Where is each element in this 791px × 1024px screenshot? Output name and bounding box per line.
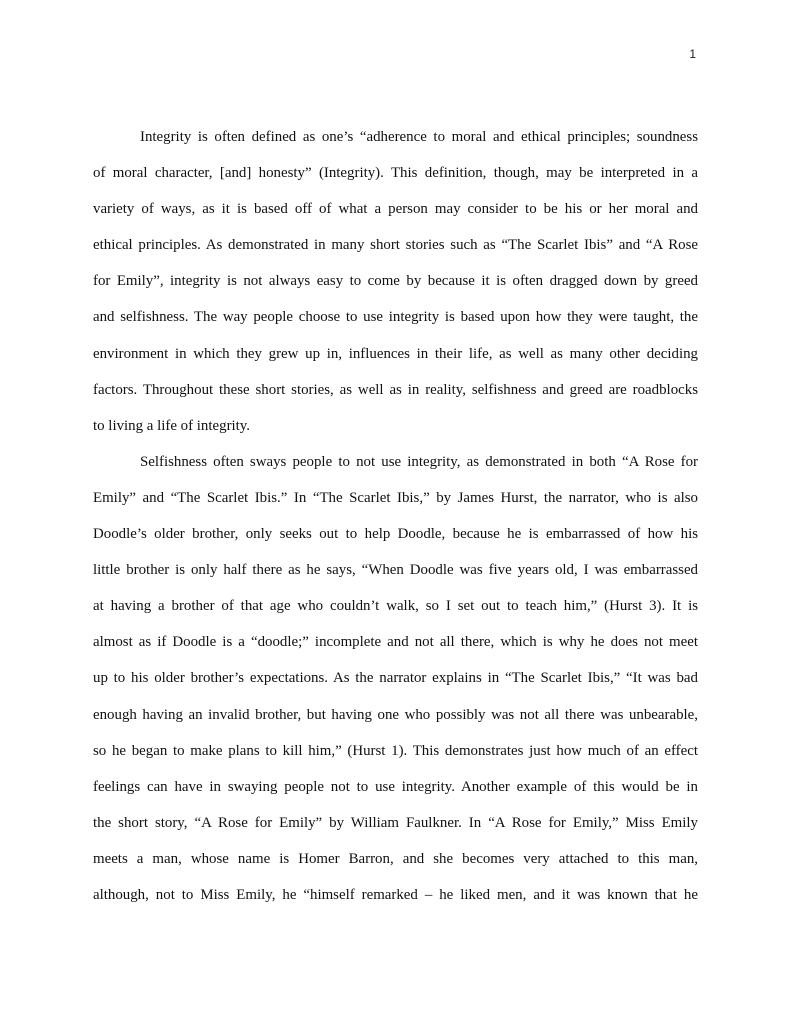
text-line: for Emily”, integrity is not always easy to come by because it is often dragged down by greed — [93, 273, 698, 290]
text-line: meets a man, whose name is Homer Barron, and she becomes very attached to this man, — [93, 850, 698, 867]
text-line: at having a brother of that age who couldn’t walk, so I set out to teach him,” (Hurst 3). It is — [93, 598, 698, 615]
paragraph-2 — [93, 444, 698, 913]
text-line: almost as if Doodle is a “doodle;” incomplete and not all there, which is why he does not meet — [93, 634, 698, 651]
text-line: Integrity is often defined as one’s “adherence to moral and ethical principles; soundness — [140, 129, 698, 145]
text-line: little brother is only half there as he says, “When Doodle was five years old, I was embarrassed — [93, 562, 698, 579]
document-body — [93, 119, 698, 913]
text-line: Emily” and “The Scarlet Ibis.” In “The Scarlet Ibis,” by James Hurst, the narrator, who is also — [93, 489, 698, 506]
text-line: the short story, “A Rose for Emily” by William Faulkner. In “A Rose for Emily,” Miss Emily — [93, 814, 698, 831]
text-line: so he began to make plans to kill him,” (Hurst 1). This demonstrates just how much of an effect — [93, 742, 698, 759]
text-line: Doodle’s older brother, only seeks out to help Doodle, because he is embarrassed of how his — [93, 526, 698, 543]
text-line: up to his older brother’s expectations. As the narrator explains in “The Scarlet Ibis,” “It was bad — [93, 670, 698, 687]
page-number: 1 — [689, 47, 696, 61]
text-line: ethical principles. As demonstrated in many short stories such as “The Scarlet Ibis” and “A Rose — [93, 237, 698, 254]
text-line: Selfishness often sways people to not use integrity, as demonstrated in both “A Rose for — [140, 453, 698, 470]
text-line: environment in which they grew up in, influences in their life, as well as many other deciding — [93, 345, 698, 362]
text-line: factors. Throughout these short stories, as well as in reality, selfishness and greed are roadblocks — [93, 381, 698, 398]
paragraph-1 — [93, 119, 698, 444]
text-line: variety of ways, as it is based off of what a person may consider to be his or her moral and — [93, 201, 698, 218]
text-line: of moral character, [and] honesty” (Integrity). This definition, though, may be interpreted in a — [93, 165, 698, 182]
text-line: enough having an invalid brother, but having one who possibly was not all there was unbearable, — [93, 706, 698, 723]
text-line: and selfishness. The way people choose to use integrity is based upon how they were taught, the — [93, 309, 698, 326]
text-line: to living a life of integrity. — [93, 417, 251, 434]
text-line: although, not to Miss Emily, he “himself remarked – he liked men, and it was known that he — [93, 886, 698, 903]
text-line: feelings can have in swaying people not to use integrity. Another example of this would be in — [93, 778, 698, 795]
